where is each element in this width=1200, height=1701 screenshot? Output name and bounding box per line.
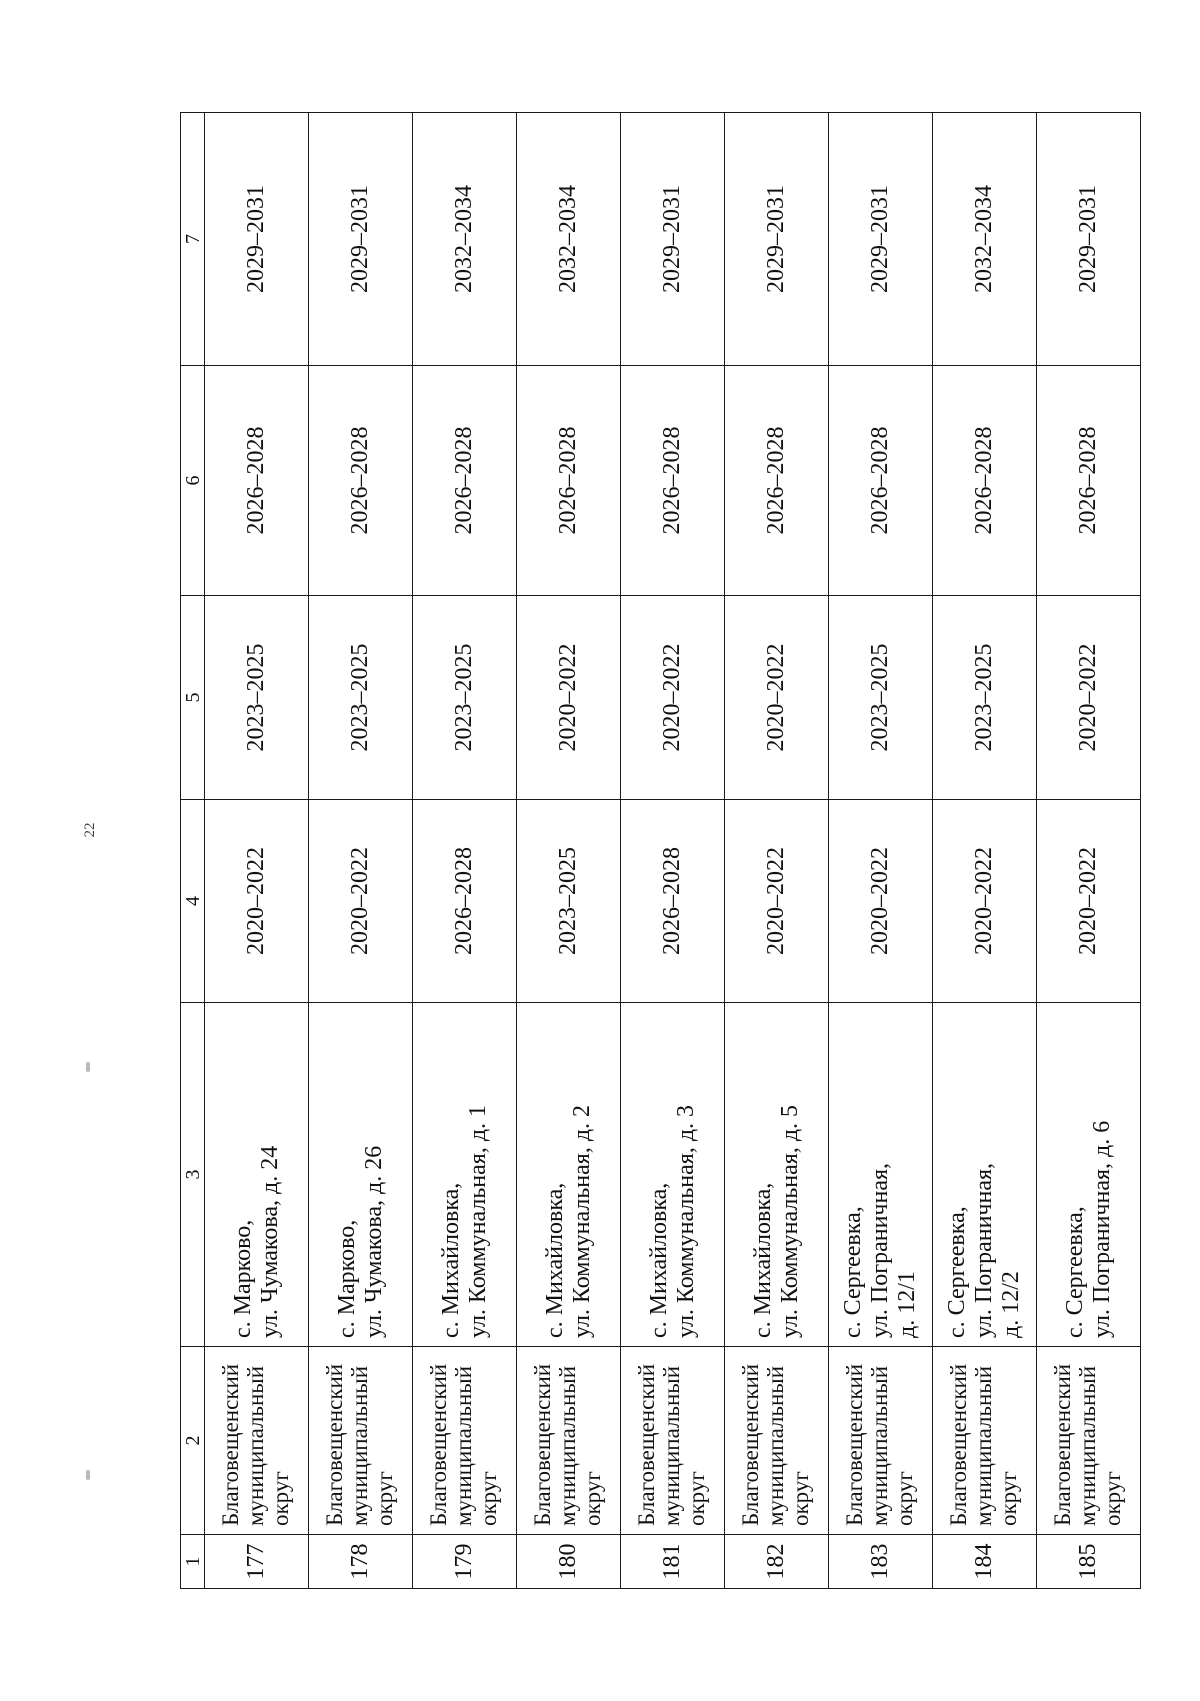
address-line: ул. Чумакова, д. 26	[360, 1145, 387, 1338]
period-col-5: 2020–2022	[1037, 596, 1141, 800]
address-line: с. Михайловка,	[645, 1182, 672, 1338]
period-col-6: 2026–2028	[1037, 366, 1141, 596]
address-line: с. Сергеевка,	[944, 1206, 971, 1338]
address-line: ул. Коммунальная, д. 5	[776, 1104, 803, 1338]
address-line: с. Марково,	[229, 1219, 256, 1338]
district-line: муниципальный	[347, 1365, 373, 1526]
row-number: 183	[829, 1535, 933, 1589]
district-line: муниципальный	[1075, 1365, 1101, 1526]
row-number: 185	[1037, 1535, 1141, 1589]
page-number: 22	[82, 822, 98, 838]
district-line: Благовещенский	[946, 1363, 972, 1526]
address-cell	[413, 1003, 517, 1347]
district-line: округ	[371, 1471, 397, 1526]
table-row	[1037, 113, 1141, 1589]
column-header-4: 4	[181, 800, 205, 1003]
row-number: 181	[621, 1535, 725, 1589]
period-col-7: 2029–2031	[1037, 113, 1141, 366]
district-cell	[829, 1347, 933, 1535]
period-col-4: 2020–2022	[309, 800, 413, 1003]
period-col-7: 2029–2031	[309, 113, 413, 366]
period-col-6: 2026–2028	[517, 366, 621, 596]
district-line: округ	[891, 1471, 917, 1526]
district-line: округ	[787, 1471, 813, 1526]
district-line: Благовещенский	[218, 1363, 244, 1526]
table-row	[621, 113, 725, 1589]
address-cell	[621, 1003, 725, 1347]
district-line: Благовещенский	[634, 1363, 660, 1526]
period-col-7: 2032–2034	[517, 113, 621, 366]
address-line: ул. Чумакова, д. 24	[256, 1145, 283, 1338]
row-number: 180	[517, 1535, 621, 1589]
district-cell	[413, 1347, 517, 1535]
table-row	[413, 113, 517, 1589]
address-cell	[517, 1003, 621, 1347]
district-line: муниципальный	[555, 1365, 581, 1526]
district-line: муниципальный	[451, 1365, 477, 1526]
address-line: ул. Коммунальная, д. 1	[464, 1104, 491, 1338]
address-line: с. Сергеевка,	[1061, 1206, 1088, 1338]
table-header-row	[181, 113, 205, 1589]
period-col-6: 2026–2028	[621, 366, 725, 596]
period-col-7: 2029–2031	[725, 113, 829, 366]
period-col-6: 2026–2028	[205, 366, 309, 596]
period-col-5: 2020–2022	[517, 596, 621, 800]
address-line: д. 12/1	[893, 1271, 920, 1338]
district-cell	[1037, 1347, 1141, 1535]
column-header-3: 3	[181, 1003, 205, 1347]
address-line: ул. Пограничная,	[971, 1162, 998, 1338]
period-col-6: 2026–2028	[725, 366, 829, 596]
period-col-4: 2020–2022	[205, 800, 309, 1003]
district-line: округ	[579, 1471, 605, 1526]
period-col-5: 2023–2025	[205, 596, 309, 800]
address-line: ул. Пограничная,	[867, 1162, 894, 1338]
period-col-5: 2023–2025	[829, 596, 933, 800]
row-number: 182	[725, 1535, 829, 1589]
address-line: д. 12/2	[997, 1271, 1024, 1338]
address-line: ул. Коммунальная, д. 3	[672, 1104, 699, 1338]
district-line: Благовещенский	[322, 1363, 348, 1526]
address-line: с. Михайловка,	[437, 1182, 464, 1338]
period-col-6: 2026–2028	[933, 366, 1037, 596]
district-cell	[933, 1347, 1037, 1535]
address-cell	[1037, 1003, 1141, 1347]
district-line: муниципальный	[659, 1365, 685, 1526]
column-header-6: 6	[181, 366, 205, 596]
column-header-2: 2	[181, 1347, 205, 1535]
address-cell	[725, 1003, 829, 1347]
district-cell	[517, 1347, 621, 1535]
address-line: с. Михайловка,	[541, 1182, 568, 1338]
period-col-7: 2029–2031	[205, 113, 309, 366]
address-line: с. Сергеевка,	[840, 1206, 867, 1338]
row-number: 177	[205, 1535, 309, 1589]
row-number: 179	[413, 1535, 517, 1589]
period-col-4: 2026–2028	[621, 800, 725, 1003]
district-line: муниципальный	[763, 1365, 789, 1526]
scan-speck	[86, 1470, 90, 1480]
district-line: округ	[475, 1471, 501, 1526]
table-row	[725, 113, 829, 1589]
period-col-4: 2020–2022	[933, 800, 1037, 1003]
period-col-7: 2032–2034	[933, 113, 1037, 366]
period-col-5: 2023–2025	[933, 596, 1037, 800]
period-col-5: 2020–2022	[621, 596, 725, 800]
district-cell	[205, 1347, 309, 1535]
table-row	[205, 113, 309, 1589]
address-line: с. Марково,	[333, 1219, 360, 1338]
period-col-5: 2023–2025	[413, 596, 517, 800]
table-row	[517, 113, 621, 1589]
period-col-4: 2026–2028	[413, 800, 517, 1003]
table-row	[309, 113, 413, 1589]
district-cell	[621, 1347, 725, 1535]
district-line: Благовещенский	[738, 1363, 764, 1526]
district-line: муниципальный	[243, 1365, 269, 1526]
registry-body	[181, 113, 1141, 1589]
address-cell	[829, 1003, 933, 1347]
table-row	[933, 113, 1037, 1589]
column-header-1: 1	[181, 1535, 205, 1589]
table-row	[829, 113, 933, 1589]
address-cell	[309, 1003, 413, 1347]
address-cell	[205, 1003, 309, 1347]
period-col-4: 2020–2022	[829, 800, 933, 1003]
period-col-6: 2026–2028	[829, 366, 933, 596]
district-line: муниципальный	[971, 1365, 997, 1526]
district-line: округ	[1099, 1471, 1125, 1526]
period-col-4: 2020–2022	[725, 800, 829, 1003]
rotated-page	[180, 113, 1140, 1589]
period-col-7: 2032–2034	[413, 113, 517, 366]
period-col-4: 2023–2025	[517, 800, 621, 1003]
period-col-4: 2020–2022	[1037, 800, 1141, 1003]
district-line: округ	[267, 1471, 293, 1526]
address-line: ул. Пограничная, д. 6	[1088, 1120, 1115, 1338]
district-line: округ	[683, 1471, 709, 1526]
district-line: Благовещенский	[530, 1363, 556, 1526]
address-cell	[933, 1003, 1037, 1347]
column-header-5: 5	[181, 596, 205, 800]
district-line: Благовещенский	[1050, 1363, 1076, 1526]
district-line: муниципальный	[867, 1365, 893, 1526]
address-line: ул. Коммунальная, д. 2	[568, 1104, 595, 1338]
period-col-7: 2029–2031	[829, 113, 933, 366]
district-cell	[725, 1347, 829, 1535]
district-line: округ	[995, 1471, 1021, 1526]
housing-registry-table	[180, 112, 1141, 1589]
row-number: 184	[933, 1535, 1037, 1589]
district-cell	[309, 1347, 413, 1535]
address-line: с. Михайловка,	[749, 1182, 776, 1338]
period-col-6: 2026–2028	[309, 366, 413, 596]
row-number: 178	[309, 1535, 413, 1589]
period-col-6: 2026–2028	[413, 366, 517, 596]
district-line: Благовещенский	[426, 1363, 452, 1526]
period-col-5: 2020–2022	[725, 596, 829, 800]
scan-speck	[86, 1062, 90, 1072]
period-col-5: 2023–2025	[309, 596, 413, 800]
column-header-7: 7	[181, 113, 205, 366]
period-col-7: 2029–2031	[621, 113, 725, 366]
district-line: Благовещенский	[842, 1363, 868, 1526]
